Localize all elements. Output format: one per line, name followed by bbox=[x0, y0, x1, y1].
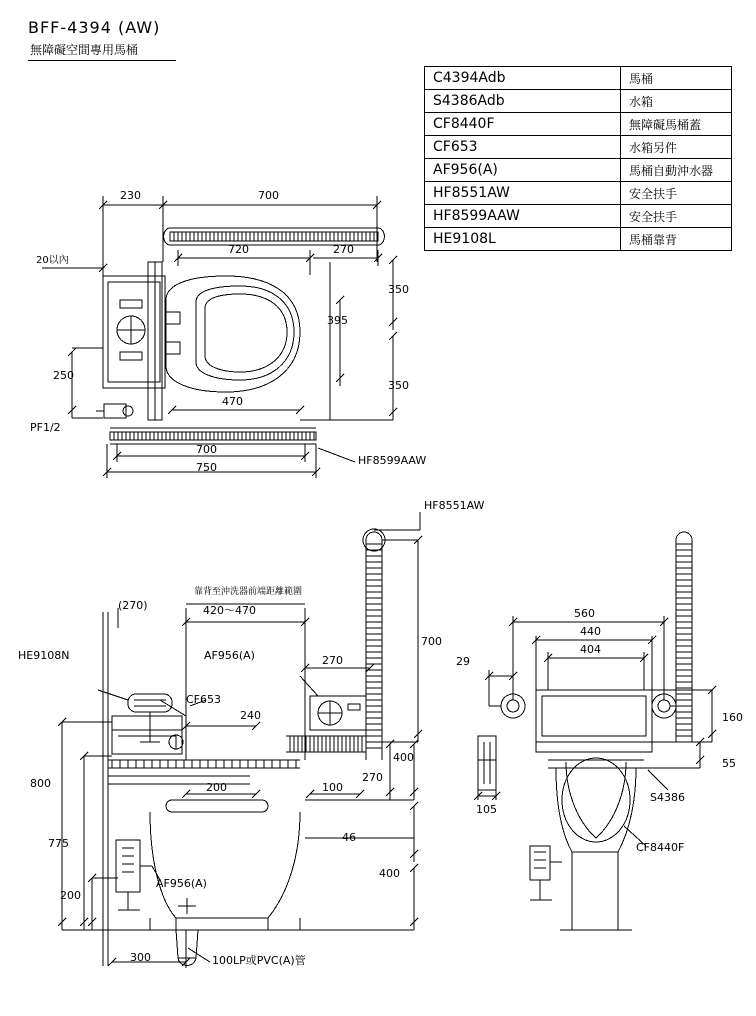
part-desc: 安全扶手 bbox=[629, 209, 678, 224]
dim-700-side: 700 bbox=[421, 635, 442, 648]
dim-270-plan: 270 bbox=[333, 243, 354, 256]
dim-270-side: 270 bbox=[322, 654, 343, 667]
dim-270-right: 270 bbox=[362, 771, 383, 784]
dim-100: 100 bbox=[322, 781, 343, 794]
dim-440: 440 bbox=[580, 625, 601, 638]
dim-470: 470 bbox=[222, 395, 243, 408]
dim-20-within: 20以內 bbox=[36, 255, 69, 266]
label-pf12: PF1/2 bbox=[30, 421, 61, 434]
part-code: HF8599AAW bbox=[425, 205, 621, 227]
dim-700: 700 bbox=[258, 189, 279, 202]
part-code: CF8440F bbox=[425, 113, 621, 135]
part-code: CF653 bbox=[425, 136, 621, 158]
dim-395: 395 bbox=[327, 314, 348, 327]
part-code: HE9108L bbox=[425, 228, 621, 250]
part-desc: 水箱 bbox=[629, 94, 654, 109]
dim-720: 720 bbox=[228, 243, 249, 256]
part-code: S4386Adb bbox=[425, 90, 621, 112]
dim-240: 240 bbox=[240, 709, 261, 722]
dim-105: 105 bbox=[476, 803, 497, 816]
label-he9108n: HE9108N bbox=[18, 649, 70, 662]
label-af956a-top: AF956(A) bbox=[204, 649, 255, 662]
part-code: C4394Adb bbox=[425, 67, 621, 89]
part-code: AF956(A) bbox=[425, 159, 621, 181]
dim-270-paren: (270) bbox=[118, 599, 148, 612]
dim-230: 230 bbox=[120, 189, 141, 202]
part-desc: 馬桶自動沖水器 bbox=[629, 163, 714, 178]
dim-250: 250 bbox=[53, 369, 74, 382]
note-backrest-range: 靠背至沖洗器前端距離範圍 bbox=[194, 587, 303, 597]
page-subtitle: 無障礙空間專用馬桶 bbox=[30, 43, 139, 57]
dim-775: 775 bbox=[48, 837, 69, 850]
label-s4386: S4386 bbox=[650, 791, 685, 804]
dim-700-plan: 700 bbox=[196, 443, 217, 456]
part-desc: 馬桶靠背 bbox=[629, 232, 678, 247]
part-desc: 水箱另件 bbox=[629, 140, 678, 155]
label-cf653: CF653 bbox=[186, 693, 222, 706]
dim-800: 800 bbox=[30, 777, 51, 790]
label-hf8599aaw: HF8599AAW bbox=[358, 454, 427, 467]
dim-420-470: 420～470 bbox=[203, 604, 256, 617]
dim-300: 300 bbox=[130, 951, 151, 964]
dim-200-bottom: 200 bbox=[60, 889, 81, 902]
dim-55: 55 bbox=[722, 757, 736, 770]
dim-560: 560 bbox=[574, 607, 595, 620]
dim-29: 29 bbox=[456, 655, 470, 668]
dim-750: 750 bbox=[196, 461, 217, 474]
label-af956a-bottom: AF956(A) bbox=[156, 877, 207, 890]
dim-404: 404 bbox=[580, 643, 601, 656]
part-desc: 無障礙馬桶蓋 bbox=[629, 117, 702, 132]
part-desc: 安全扶手 bbox=[629, 186, 678, 201]
page-title: BFF-4394 (AW) bbox=[28, 18, 161, 37]
dim-350-upper: 350 bbox=[388, 283, 409, 296]
part-code: HF8551AW bbox=[425, 182, 621, 204]
label-cf8440f: CF8440F bbox=[636, 841, 685, 854]
dim-160: 160 bbox=[722, 711, 743, 724]
dim-46: 46 bbox=[342, 831, 356, 844]
label-hf8551aw: HF8551AW bbox=[424, 499, 485, 512]
dim-350-lower: 350 bbox=[388, 379, 409, 392]
dim-200-side: 200 bbox=[206, 781, 227, 794]
dim-400-lower: 400 bbox=[379, 867, 400, 880]
part-desc: 馬桶 bbox=[629, 71, 654, 86]
label-pipe: 100LP或PVC(A)管 bbox=[212, 954, 306, 967]
dim-400-upper: 400 bbox=[393, 751, 414, 764]
